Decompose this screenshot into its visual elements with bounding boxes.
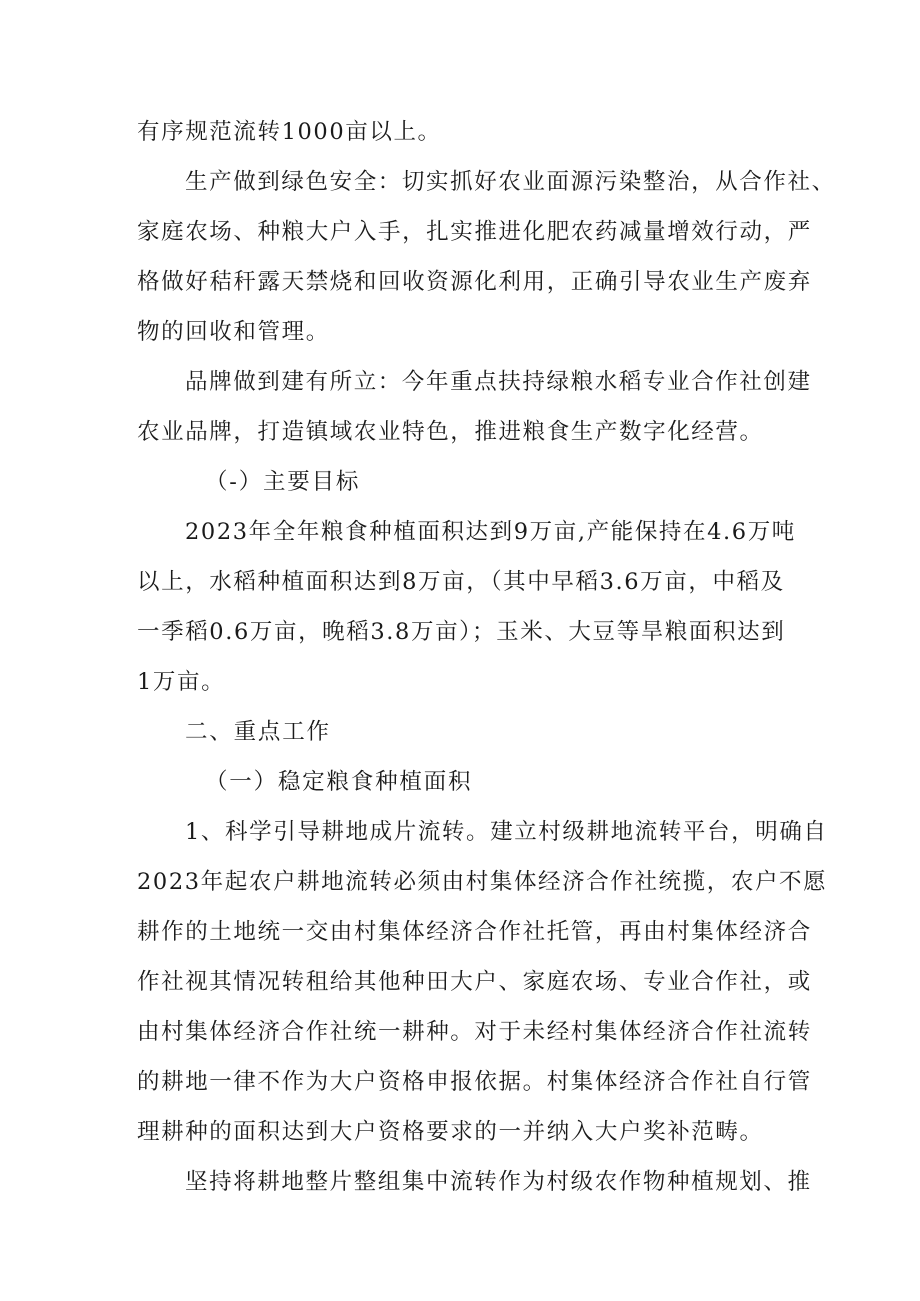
paragraph-line: 1、科学引导耕地成片流转。建立村级耕地流转平台，明确自 <box>185 819 828 845</box>
paragraph-line: 生产做到绿色安全：切实抓好农业面源污染整治，从合作社、 <box>185 169 836 195</box>
section-heading: 二、重点工作 <box>185 719 331 745</box>
section-heading: （-）主要目标 <box>205 469 361 495</box>
paragraph-line: 理耕种的面积达到大户资格要求的一并纳入大户奖补范畴。 <box>137 1119 764 1145</box>
paragraph-line: 耕作的土地统一交由村集体经济合作社托管，再由村集体经济合 <box>137 919 812 945</box>
paragraph-line: 坚持将耕地整片整组集中流转作为村级农作物种植规划、推 <box>185 1169 812 1195</box>
paragraph-line: 品牌做到建有所立：今年重点扶持绿粮水稻专业合作社创建 <box>185 369 812 395</box>
paragraph-line: 农业品牌，打造镇域农业特色，推进粮食生产数字化经营。 <box>137 419 764 445</box>
paragraph-line: 的耕地一律不作为大户资格申报依据。村集体经济合作社自行管 <box>137 1069 812 1095</box>
paragraph-line: 由村集体经济合作社统一耕种。对于未经村集体经济合作社流转 <box>137 1019 812 1045</box>
paragraph-line: 2023年起农户耕地流转必须由村集体经济合作社统揽，农户不愿 <box>137 869 828 895</box>
paragraph-line: 一季稻0.6万亩，晚稻3.8万亩）；玉米、大豆等旱粮面积达到 <box>137 619 786 645</box>
paragraph-line: 家庭农场、种粮大户入手，扎实推进化肥农药减量增效行动，严 <box>137 219 812 245</box>
paragraph-line: 以上，水稻种植面积达到8万亩，（其中早稻3.6万亩，中稻及 <box>137 569 785 595</box>
paragraph-line: 2023年全年粮食种植面积达到9万亩,产能保持在4.6万吨 <box>185 519 796 545</box>
paragraph-line: 作社视其情况转租给其他种田大户、家庭农场、专业合作社，或 <box>137 969 812 995</box>
paragraph-line: 有序规范流转1000亩以上。 <box>137 119 442 145</box>
paragraph-line: 1万亩。 <box>137 669 226 695</box>
section-heading: （一）稳定粮食种植面积 <box>205 769 473 795</box>
paragraph-line: 物的回收和管理。 <box>137 319 330 345</box>
paragraph-line: 格做好秸秆露天禁烧和回收资源化利用，正确引导农业生产废弃 <box>137 269 812 295</box>
